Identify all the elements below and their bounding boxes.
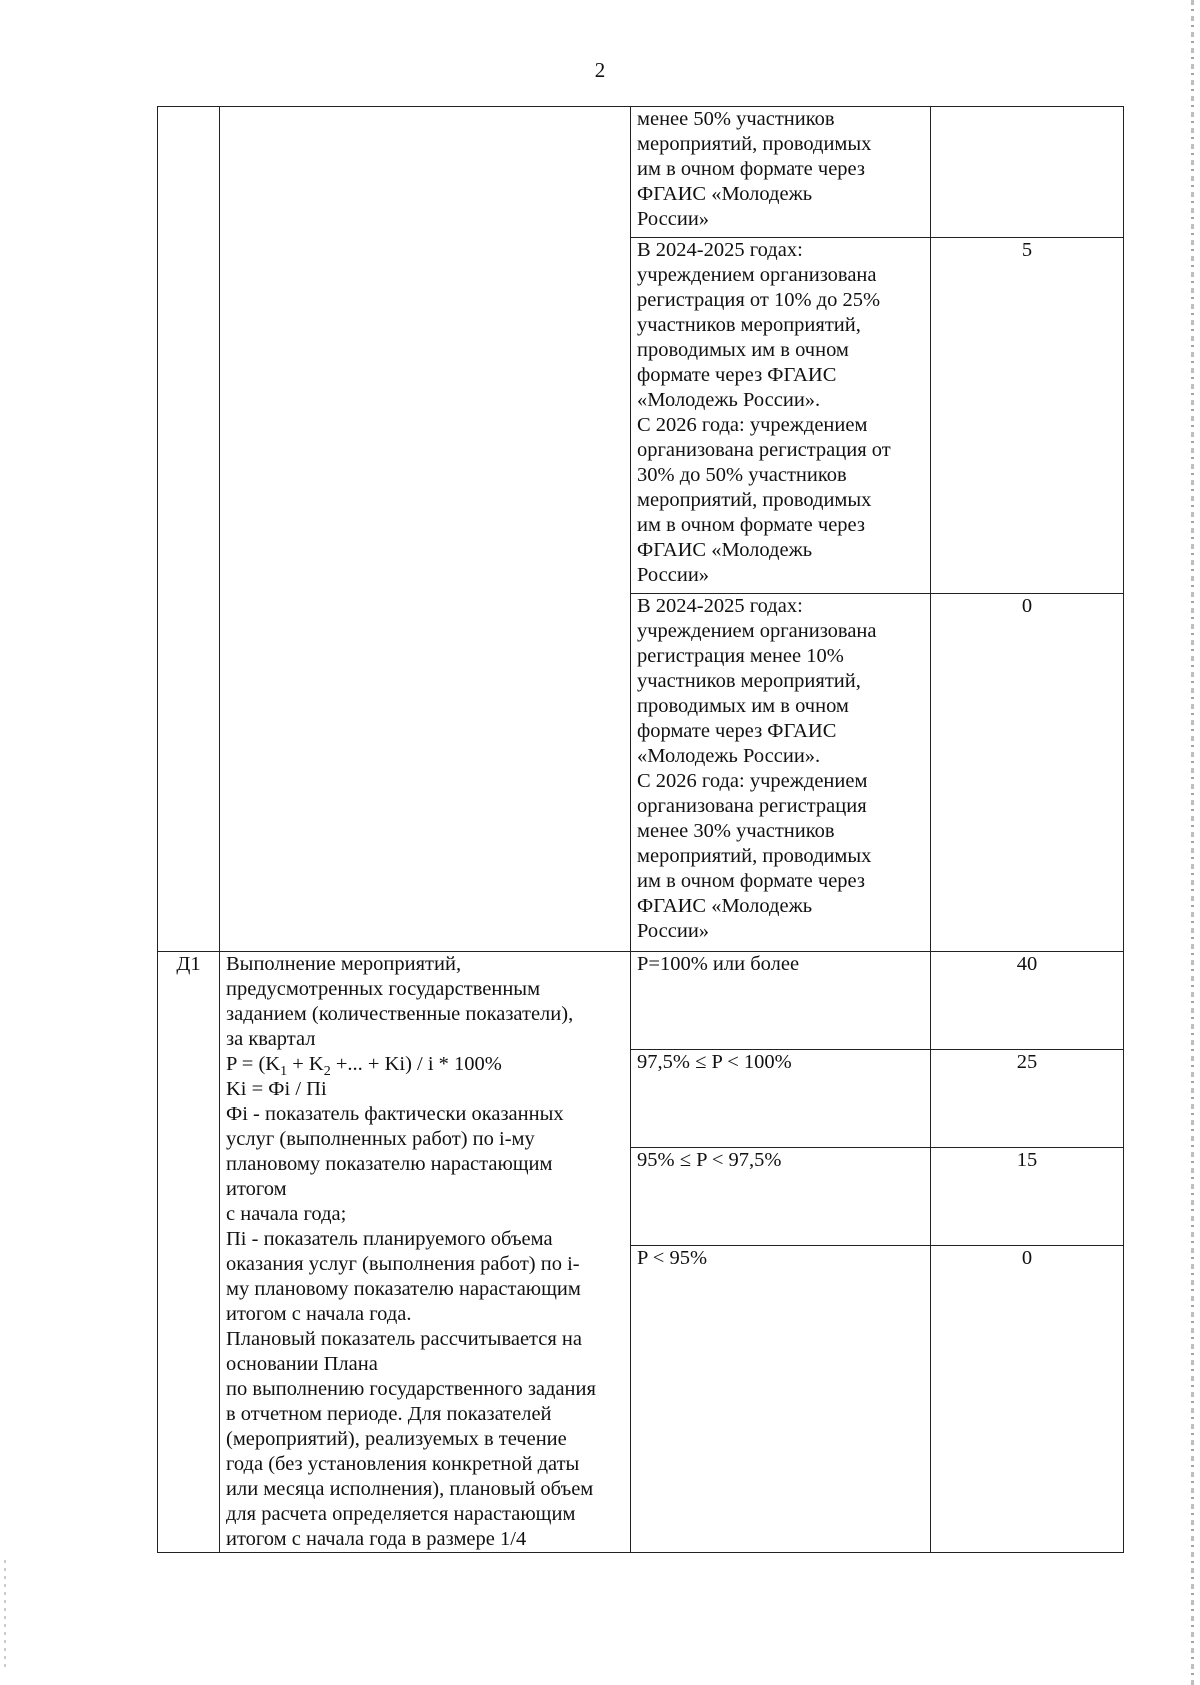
code-cell-empty	[158, 107, 220, 952]
scan-edge-artifact	[1191, 0, 1194, 1685]
score-cell: 40	[931, 952, 1124, 1050]
score-cell: 0	[931, 594, 1124, 952]
formula-p: $P = (K_1 + K_2$ +... + Ki) / i * 100%	[226, 1053, 502, 1080]
indicator-description: Выполнение мероприятий, предусмотренных государственным заданием (количественные показатели), за квартал $P = (K_1 + K_2$ +... + Ki) / i * 100% Ki = Фi / Пi Фi - показатель фактически оказанных услуг (выполненных работ) по i-му плановому показателю нарастающим итогом с начала года; Пi - показатель планируемого объема оказания услуг (выполнения работ) по i- му плановому показателю нарастающим итогом с начала года. Плановый показатель рассчитывается на основании Плана по выполнению государственного задания в отчетном периоде. Для показателей (мероприятий), реализуемых в течение года (без установления конкретной даты или месяца исполнения), плановый объем для расчета определяется нарастающим итогом с начала года в размере 1/4	[220, 952, 631, 1553]
condition-cell: 97,5% ≤ P < 100%	[631, 1050, 931, 1148]
score-cell	[931, 107, 1124, 238]
score-cell: 5	[931, 238, 1124, 594]
criterion-cell: В 2024-2025 годах: учреждением организована регистрация от 10% до 25% участников мероприятий, проводимых им в очном формате через ФГАИС «Молодежь России». С 2026 года: учреждением организована регистрация от 30% до 50% участников мероприятий, проводимых им в очном формате через ФГАИС «Молодежь России»	[631, 238, 931, 594]
condition-cell: 95% ≤ P < 97,5%	[631, 1148, 931, 1246]
scan-edge-artifact-left	[4, 1560, 6, 1670]
score-cell: 25	[931, 1050, 1124, 1148]
table-row	[158, 952, 1124, 1050]
criterion-cell: менее 50% участников мероприятий, проводимых им в очном формате через ФГАИС «Молодежь России»	[631, 107, 931, 238]
indicator-code: Д1	[158, 952, 220, 1553]
condition-cell: P < 95%	[631, 1246, 931, 1553]
criteria-table	[157, 106, 1124, 1553]
score-cell: 15	[931, 1148, 1124, 1246]
table-row	[158, 107, 1124, 238]
criterion-cell: В 2024-2025 годах: учреждением организована регистрация менее 10% участников мероприятий, проводимых им в очном формате через ФГАИС «Молодежь России». С 2026 года: учреждением организована регистрация менее 30% участников мероприятий, проводимых им в очном формате через ФГАИС «Молодежь России»	[631, 594, 931, 952]
score-cell: 0	[931, 1246, 1124, 1553]
formula-k: Ki = Фi / Пi	[226, 1078, 327, 1100]
page-number: 2	[594, 58, 606, 82]
indicator-cell-empty	[220, 107, 631, 952]
condition-cell: P=100% или более	[631, 952, 931, 1050]
